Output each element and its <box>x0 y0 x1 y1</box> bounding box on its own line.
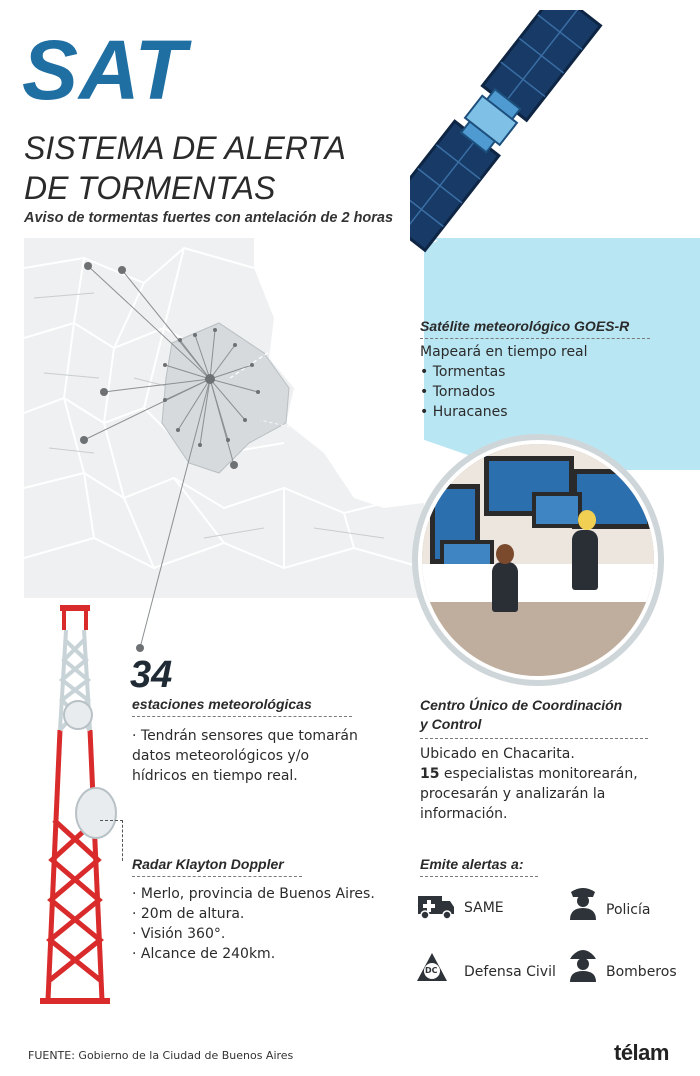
satellite-title: Satélite meteorológico GOES-R <box>420 318 650 339</box>
alert-firefighters <box>568 946 700 986</box>
list-item: · Merlo, provincia de Buenos Aires. <box>132 886 375 902</box>
alerts-title: Emite alertas a: <box>420 856 538 877</box>
list-item: · 20m de altura. <box>132 906 245 922</box>
satellite-intro: Mapeará en tiempo real <box>420 344 588 360</box>
alert-label: SAME <box>464 900 504 916</box>
tagline: Aviso de tormentas fuertes con antelación de 2 horas <box>24 210 394 226</box>
ambulance-icon <box>416 892 456 920</box>
source-note: FUENTE: Gobierno de la Ciudad de Buenos Aires <box>28 1049 294 1062</box>
radar-list <box>132 884 375 964</box>
alert-civil-defense <box>416 952 566 988</box>
list-item: • Tornados <box>420 384 496 400</box>
firefighter-icon <box>568 946 598 982</box>
list-item: • Huracanes <box>420 404 508 420</box>
brand-logo: télam <box>614 1040 669 1065</box>
radar-connector <box>100 820 123 861</box>
radar-title: Radar Klayton Doppler <box>132 856 302 877</box>
subtitle-line-1: SISTEMA DE ALERTA <box>24 130 346 166</box>
specialists-count: 15 <box>420 766 440 782</box>
dc-badge: DC <box>425 966 438 975</box>
alert-label: Defensa Civil <box>464 964 556 980</box>
stations-count: 34 <box>130 654 173 696</box>
page-title: SAT <box>22 23 187 117</box>
list-item: • Tormentas <box>420 364 506 380</box>
radar-tower-illustration <box>20 600 130 1012</box>
satellite-icon <box>410 10 680 310</box>
alert-police <box>568 884 700 924</box>
alert-label: Policía <box>606 902 651 918</box>
police-icon <box>568 884 598 920</box>
stations-description: · Tendrán sensores que tomarán datos meteorológicos y/o hídricos en tiempo real. <box>132 728 358 784</box>
control-center-illustration <box>418 440 658 680</box>
center-description: Ubicado en Chacarita. 15 especialistas monitorearán, procesarán y analizarán la información. <box>420 746 638 822</box>
alert-label: Bomberos <box>606 964 677 980</box>
center-title: Centro Único de Coordinación y Control <box>420 696 648 739</box>
satellite-list <box>420 362 508 422</box>
list-item: · Visión 360°. <box>132 926 226 942</box>
subtitle-line-2: DE TORMENTAS <box>24 170 276 206</box>
list-item: · Alcance de 240km. <box>132 946 276 962</box>
alert-same <box>416 892 556 922</box>
stations-title: estaciones meteorológicas <box>132 696 352 717</box>
